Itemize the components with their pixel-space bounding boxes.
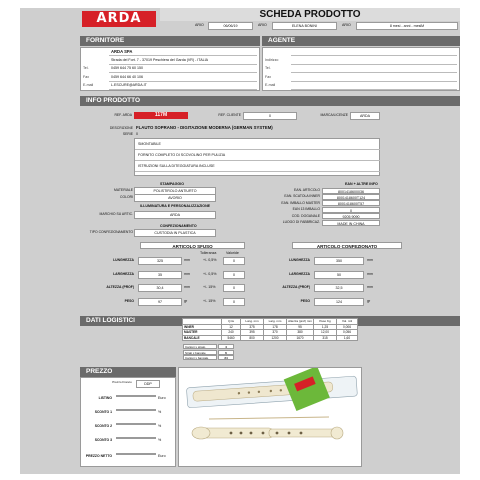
materiale-value: POLISTIROLO ANTIURTO	[134, 187, 216, 195]
info-section-bar: INFO PRODOTTO	[80, 96, 460, 106]
price-row-label: SCONTO 3	[94, 438, 112, 442]
age-value: 8 mesi - anni - mesiM	[356, 22, 458, 30]
conf-row-unit: gr	[367, 298, 371, 303]
price-row-unit: %	[158, 424, 162, 428]
ean-value: MADE IN CHINA	[322, 220, 380, 226]
fornitore-row-line	[109, 72, 257, 73]
price-row-label: SCONTO 2	[94, 424, 112, 428]
conf-row-value: 350	[314, 257, 364, 265]
logistics-cell: 0,006	[337, 324, 358, 330]
sfuso-row-value: 97	[138, 298, 182, 306]
agente-row-line	[291, 81, 457, 82]
valoride-label: Valoride	[226, 251, 239, 255]
ean-value: 9205 9090	[322, 213, 380, 219]
sfuso-row-tol: +/- 0,5%	[203, 258, 217, 262]
logistics-cell: 800	[241, 335, 264, 341]
note-divider	[135, 149, 380, 150]
price-row-label: PREZZO NETTO	[85, 454, 112, 458]
logistics-cell: 12	[222, 324, 241, 330]
price-row-value	[116, 453, 156, 455]
ean-label: EAN. IMBALLO MASTER	[281, 200, 320, 205]
sfuso-title: ARTICOLO SFUSO	[140, 242, 245, 249]
logistics-header-cell: Peso Kg	[314, 319, 337, 325]
logistics-header-cell: Lung. mm	[241, 319, 264, 325]
ean-label: COD. DOGANALE	[291, 213, 320, 218]
price-row-unit: Euro	[158, 396, 166, 400]
logistics-cell: 240	[222, 330, 241, 336]
conf-row-value: 50	[314, 271, 364, 279]
sfuso-row-unit: mm	[184, 258, 190, 262]
conf-row-label: LARGHEZZA	[289, 271, 310, 276]
descrizione-value: FLAUTO SOPRANO - DIGITAZIONE MODERNA (GERMAN SYSTEM)	[136, 125, 273, 130]
sfuso-row-label: ALTEZZA (PROF)	[106, 285, 134, 289]
tipo-conf-value: CUSTODIA IN PLASTICA	[134, 229, 216, 237]
materiale-label: MATERIALE	[114, 188, 133, 192]
fornitore-row-label: Tel.	[83, 66, 89, 71]
brand-logo: ARDA	[82, 11, 156, 27]
tol-label: Tolleranza	[200, 251, 217, 255]
agente-row-label: Fax	[265, 74, 271, 79]
logistics-cell: 315	[314, 335, 337, 341]
ean-value: 0	[322, 207, 380, 213]
logistics-extra-value: 24	[218, 355, 234, 360]
logistics-extra-label: Cartoni x strato	[183, 344, 217, 349]
logistics-cell: 395	[241, 330, 264, 336]
fornitore-row-line	[109, 55, 257, 56]
agent-value: ELENA BONINI	[272, 22, 337, 30]
price-row-unit: Euro	[158, 454, 166, 458]
ean-value: 8001418600T124	[322, 194, 380, 200]
notes-box	[134, 138, 380, 176]
ean-value: 8001418600036	[322, 188, 380, 194]
prezzo-section-bar: PREZZO	[80, 367, 176, 377]
agente-section-bar: AGENTE	[262, 36, 460, 46]
logistics-cell: INNER	[183, 324, 222, 330]
logistics-header-cell: Q.tà	[222, 319, 241, 325]
marchio-label: MARCHIO SU ARTIC.	[99, 212, 133, 216]
price-row-label: LISTINO	[98, 396, 112, 400]
logistics-header-cell: Larg. mm	[264, 319, 287, 325]
ean-label: EAN 13 IMBALLO	[292, 207, 320, 212]
ean-value: 8001418600T57	[322, 200, 380, 206]
price-row-value	[116, 437, 156, 439]
ref-cliente-label: REF. CLIENTE	[218, 113, 241, 117]
agent-label: ARIO	[258, 23, 267, 27]
marchio-value: ARDA	[134, 211, 216, 219]
stampaggio-title: STAMPAGGIO	[160, 182, 185, 186]
agente-row-label: E-mail	[265, 83, 276, 88]
logistics-cell: 370	[264, 330, 287, 336]
recorder-package-image	[179, 368, 363, 468]
conf-row-label: PESO	[300, 298, 310, 303]
conf-row-unit: mm	[367, 271, 373, 276]
colori-label: COLORI	[120, 195, 133, 199]
ean-label: EAN. ARTICOLO	[294, 188, 320, 192]
serie-label: SERIE	[122, 132, 133, 136]
table-row	[183, 335, 358, 341]
note-line: SMONTABILE	[138, 142, 161, 146]
ean-label: EAN. SCATOLA INNER	[284, 194, 320, 199]
logistics-cell: 1200	[264, 335, 287, 341]
fornitore-box	[80, 47, 260, 91]
fornitore-row-line	[109, 89, 257, 90]
conf-row-unit: mm	[367, 258, 373, 262]
sfuso-row-label: LUNGHEZZA	[113, 258, 134, 262]
marca-label: MARCA/LICENZE	[320, 113, 348, 117]
price-row-unit: %	[158, 438, 162, 442]
logistics-extra-label: Cartoni x bancale	[183, 355, 217, 360]
fornitore-row-label: E-mail	[83, 83, 94, 88]
sfuso-row-tol: +/- 0,5%	[203, 271, 217, 276]
descrizione-label: DESCRIZIONE	[109, 126, 133, 130]
price-row-label: SCONTO 1	[94, 410, 112, 414]
logistics-cell: BANCALE	[183, 335, 222, 341]
note-line: ISTRUZIONI SULLA DITEGGIATURA INCLUSE	[138, 164, 215, 168]
conf-title: CONFEZIONAMENTO	[160, 224, 197, 228]
sfuso-row-label: PESO	[124, 298, 134, 303]
serie-value: 0	[136, 132, 138, 136]
logistics-extra-label: Strati x bancale	[183, 350, 217, 355]
prezzo-cond-label: Prezzo Franco	[112, 380, 132, 384]
conf-row-label: ALTEZZA (PROF)	[282, 285, 310, 289]
note-line: FORNITO COMPLETO DI SCOVOLINO PER PULIZIA	[138, 153, 226, 157]
logistics-table-wrap	[182, 318, 358, 341]
logistics-cell: 95	[287, 324, 314, 330]
logistics-cell: 12,00	[314, 330, 337, 336]
sfuso-row-unit: gr	[184, 298, 188, 303]
fornitore-section-bar: FORNITORE	[80, 36, 260, 46]
logistics-cell: MASTER	[183, 330, 222, 336]
price-row-value	[116, 409, 156, 411]
price-row-value	[116, 423, 156, 425]
fornitore-row-value: 0459 644 66 40 106	[111, 74, 143, 79]
ref-arda-label: REF. ARDA	[114, 113, 132, 117]
product-image-box	[178, 367, 362, 467]
price-row-unit: %	[158, 410, 162, 414]
logistics-extra-value: 4	[218, 344, 234, 349]
price-row-value	[116, 395, 156, 397]
illu-title: ILLUMINATURA E PERSONALIZZAZIONE	[140, 204, 211, 208]
conf-row-value: 124	[314, 298, 364, 306]
sfuso-row-tolvalue: 0	[223, 257, 245, 265]
logistics-cell: 1,60	[337, 335, 358, 341]
ref-cliente-value: 0	[243, 112, 297, 120]
conf-row-label: LUNGHEZZA	[289, 258, 310, 262]
agente-row-line	[291, 55, 457, 56]
fornitore-row-line	[109, 64, 257, 65]
agente-row-label: Indirizzo	[265, 57, 279, 62]
note-divider	[135, 160, 380, 161]
marca-value: ARDA	[350, 112, 380, 120]
fornitore-row-value: ARDA SPA	[111, 49, 133, 54]
fornitore-row-value: 0459 644 75 60 150	[111, 66, 143, 71]
fornitore-row-value: L.ESCURE@ARDA.IT	[111, 83, 147, 88]
sfuso-row-label: LARGHEZZA	[113, 271, 134, 276]
logistics-cell: 1,25	[314, 324, 337, 330]
sfuso-row-value: 30,4	[138, 284, 182, 292]
sfuso-row-tolvalue: 0	[223, 271, 245, 279]
logistics-header-cell: Altezza (prof) mm	[288, 319, 312, 323]
agente-row-line	[291, 64, 457, 65]
ean-label: LUOGO DI FABBRICAZ.	[282, 220, 320, 224]
page-title: SCHEDA PRODOTTO	[160, 8, 460, 21]
logistics-header-cell: Vol. m3	[337, 319, 358, 325]
conf-article-title: ARTICOLO CONFEZIONATO	[292, 242, 402, 249]
conf-row-unit: mm	[367, 285, 373, 289]
fornitore-row-label: Fax	[83, 74, 89, 79]
agente-box	[262, 47, 460, 91]
sfuso-row-tolvalue: 0	[223, 284, 245, 292]
logistics-cell: 5460	[222, 335, 241, 341]
conf-row-value: 32,5	[314, 284, 364, 292]
sfuso-row-value: 35	[138, 271, 182, 279]
agente-row-line	[291, 72, 457, 73]
sfuso-row-tolvalue: 0	[223, 298, 245, 306]
ean-title: EAN + ALTRE INFO	[345, 182, 378, 186]
tipo-conf-label: TIPO CONFEZIONAMENTO	[89, 230, 133, 234]
age-label: ARIO	[342, 23, 351, 27]
logistics-cell: 0,056	[337, 330, 358, 336]
logistics-cell: 380	[287, 330, 314, 336]
agente-row-line	[291, 89, 457, 90]
date-value: 06/06/19	[208, 22, 253, 30]
sfuso-row-unit: mm	[184, 285, 190, 289]
prezzo-cond-value: DDP	[136, 380, 160, 388]
sfuso-row-value: 325	[138, 257, 182, 265]
sfuso-row-tol: +/- 15%	[203, 298, 216, 303]
logistics-table	[182, 318, 358, 341]
logistics-cell: 1670	[287, 335, 314, 341]
colori-value: AVORIO	[134, 194, 216, 202]
note-divider	[135, 171, 380, 172]
date-label: ARIO	[195, 23, 204, 27]
logistics-extra-value: 6	[218, 350, 234, 355]
sfuso-row-unit: mm	[184, 271, 190, 276]
logistics-cell: 178	[264, 324, 287, 330]
logistici-section-bar: DATI LOGISTICI	[80, 316, 460, 326]
sfuso-row-tol: +/- 15%	[203, 285, 216, 289]
agente-row-label: Tel.	[265, 66, 271, 71]
fornitore-row-value: Strada del Fort. 7 - 37019 Peschiera del Garda (VR) - ITALIA	[111, 57, 209, 62]
logistics-cell: 375	[241, 324, 264, 330]
fornitore-row-line	[109, 81, 257, 82]
ref-arda-value: 117M	[134, 112, 188, 119]
